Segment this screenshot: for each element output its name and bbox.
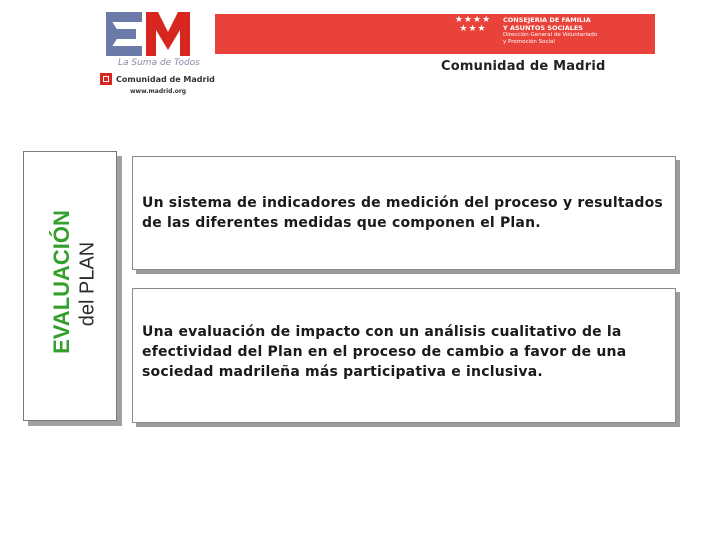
department-subline: y Promoción Social bbox=[503, 38, 555, 45]
impact-card bbox=[132, 288, 676, 423]
org-url: www.madrid.org bbox=[130, 88, 187, 95]
department-line: Y ASUNTOS SOCIALES bbox=[503, 23, 583, 32]
em-logo-icon bbox=[106, 12, 196, 58]
impact-text: Una evaluación de impacto con un análisis cualitativo de la efectividad del Plan en el proceso de cambio a favor de una sociedad madrileña más participativa e inclusiva. bbox=[142, 324, 627, 380]
department-subline: Dirección General de Voluntariado bbox=[503, 32, 598, 38]
department-line: CONSEJERIA DE FAMILIA bbox=[503, 16, 591, 24]
org-name-large: Comunidad de Madrid bbox=[441, 59, 606, 74]
suma-de-todos-logo bbox=[96, 10, 215, 100]
department-banner bbox=[215, 14, 655, 54]
section-title-main: EVALUACIÓN bbox=[49, 210, 74, 354]
section-title-sub: del PLAN bbox=[76, 241, 99, 327]
org-name-small: Comunidad de Madrid bbox=[116, 74, 215, 84]
tagline: La Suma de Todos bbox=[118, 58, 200, 68]
stars-icon: ★★★★ ★★★ bbox=[454, 15, 492, 34]
madrid-flag-icon bbox=[100, 73, 112, 85]
indicator-card bbox=[132, 156, 676, 270]
indicator-text: Un sistema de indicadores de medición del proceso y resultados de las diferentes medidas que componen el Plan. bbox=[142, 195, 663, 231]
comunidad-madrid-mark bbox=[100, 73, 215, 85]
department-name bbox=[503, 17, 653, 45]
